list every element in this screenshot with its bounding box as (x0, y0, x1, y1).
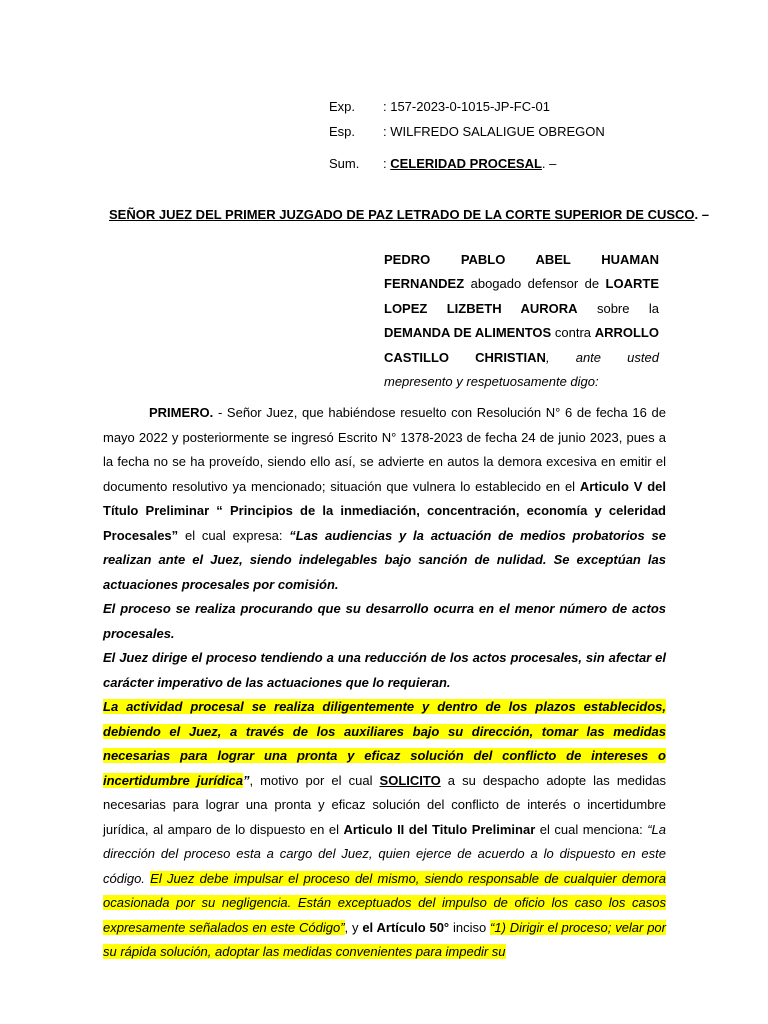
header-sum-row (329, 155, 556, 173)
court-suffix: . – (694, 207, 710, 222)
court-addressee (109, 207, 709, 222)
articulo-50-reference: el Artículo 50° (362, 919, 450, 935)
esp-value: : WILFREDO SALALIGUE OBREGON (383, 124, 605, 139)
body-text-3: , motivo por el cual (249, 772, 380, 788)
quote-2: El proceso se realiza procurando que su desarrollo ocurra en el menor número de actos procesales. (103, 601, 666, 641)
primero-label: PRIMERO. (149, 405, 214, 420)
body-text-5: el cual menciona: (535, 821, 648, 837)
quote-1: “Las audiencias y la actuación de medios probatorios se realizan ante el Juez, siendo indelegables bajo sanción de nulidad. Se exceptúan las actuaciones procesales por comisión. (103, 527, 666, 592)
quote-4-end: ” (243, 772, 250, 788)
body-text-1: - Señor Juez, que habiéndose resuelto con Resolución N° 6 de fecha 16 de mayo 2022 y posteriormente se ingresó Escrito N° 1378-2023 de fecha 24 de junio 2023, pues a la fecha no se ha proveído, siendo ello así, se advierte en autos la demora excesiva en emitir el documento resolutivo ya mencionado; situación que vulnera lo establecido en el (103, 405, 666, 494)
quote-3: El Juez dirige el proceso tendiendo a una reducción de los actos procesales, sin afectar el carácter imperativo de las actuaciones que lo requieran. (103, 650, 666, 690)
quote-5: “La dirección del proceso esta a cargo del Juez, quien ejerce de acuerdo a lo dispuesto en este código. (103, 821, 666, 886)
defendant-name: ARROLLO CASTILLO CHRISTIAN (384, 325, 659, 365)
paragraph-quote-2 (103, 597, 666, 646)
paragraph-quote-4 (103, 695, 666, 965)
header-exp-row (329, 98, 550, 116)
body-text-6: , y (344, 919, 363, 935)
document-body (103, 401, 666, 965)
exp-value: : 157-2023-0-1015-JP-FC-01 (383, 99, 550, 114)
party-text-2: sobre la (577, 300, 659, 316)
exp-label: Exp. (329, 99, 356, 114)
quote-4-highlighted: La actividad procesal se realiza diligentemente y dentro de los plazos establecidos, debiendo el Juez, a través de los auxiliares bajo su dirección, tomar las medidas necesarias para lograr una pronta y eficaz solución del conflicto de intereses o incertidumbre jurídica (103, 699, 666, 788)
paragraph-primero (103, 401, 666, 597)
body-text-7: inciso (449, 919, 491, 935)
paragraph-quote-3 (103, 646, 666, 695)
party-text-3: contra (551, 325, 595, 341)
case-type: DEMANDA DE ALIMENTOS (384, 325, 552, 341)
solicito-keyword: SOLICITO (379, 772, 441, 788)
body-text-2: el cual expresa: (178, 527, 290, 543)
lawyer-name: PEDRO PABLO ABEL HUAMAN FERNANDEZ (384, 252, 659, 292)
articulo-v-reference: Articulo V del Título Preliminar “ Principios de la inmediación, concentración, economía y celeridad Procesales” (103, 478, 666, 543)
esp-label: Esp. (329, 124, 356, 139)
sum-label: Sum. (329, 156, 360, 171)
header-esp-row (329, 123, 605, 141)
client-name: LOARTE LOPEZ LIZBETH AURORA (384, 276, 659, 316)
quote-6-highlighted: El Juez debe impulsar el proceso del mismo, siendo responsable de cualquier demora ocasionada por su negligencia. Están exceptuados del impulso de oficio los caso los casos expresamente señalados en este Código” (103, 870, 666, 935)
body-text-4: a su despacho adopte las medidas necesarias para lograr una pronta y eficaz solución del conflicto de interés o incertidumbre jurídica, al amparo de lo dispuesto en el (103, 772, 666, 837)
party-text-4: , ante usted mepresento y respetuosamente digo: (384, 349, 659, 390)
sum-value: CELERIDAD PROCESAL (390, 156, 542, 171)
court-name: SEÑOR JUEZ DEL PRIMER JUZGADO DE PAZ LETRADO DE LA CORTE SUPERIOR DE CUSCO (109, 207, 695, 222)
sum-suffix: . – (541, 156, 557, 171)
sum-prefix: : (383, 156, 391, 171)
party-text (384, 248, 659, 394)
sum-value-wrap (383, 155, 556, 173)
articulo-ii-reference: Articulo II del Titulo Preliminar (343, 821, 536, 837)
party-block (384, 248, 659, 394)
party-text-1: abogado defensor de (470, 276, 606, 292)
quote-7-highlighted: “1) Dirigir el proceso; velar por su rápida solución, adoptar las medidas convenientes para impedir su (103, 919, 666, 959)
